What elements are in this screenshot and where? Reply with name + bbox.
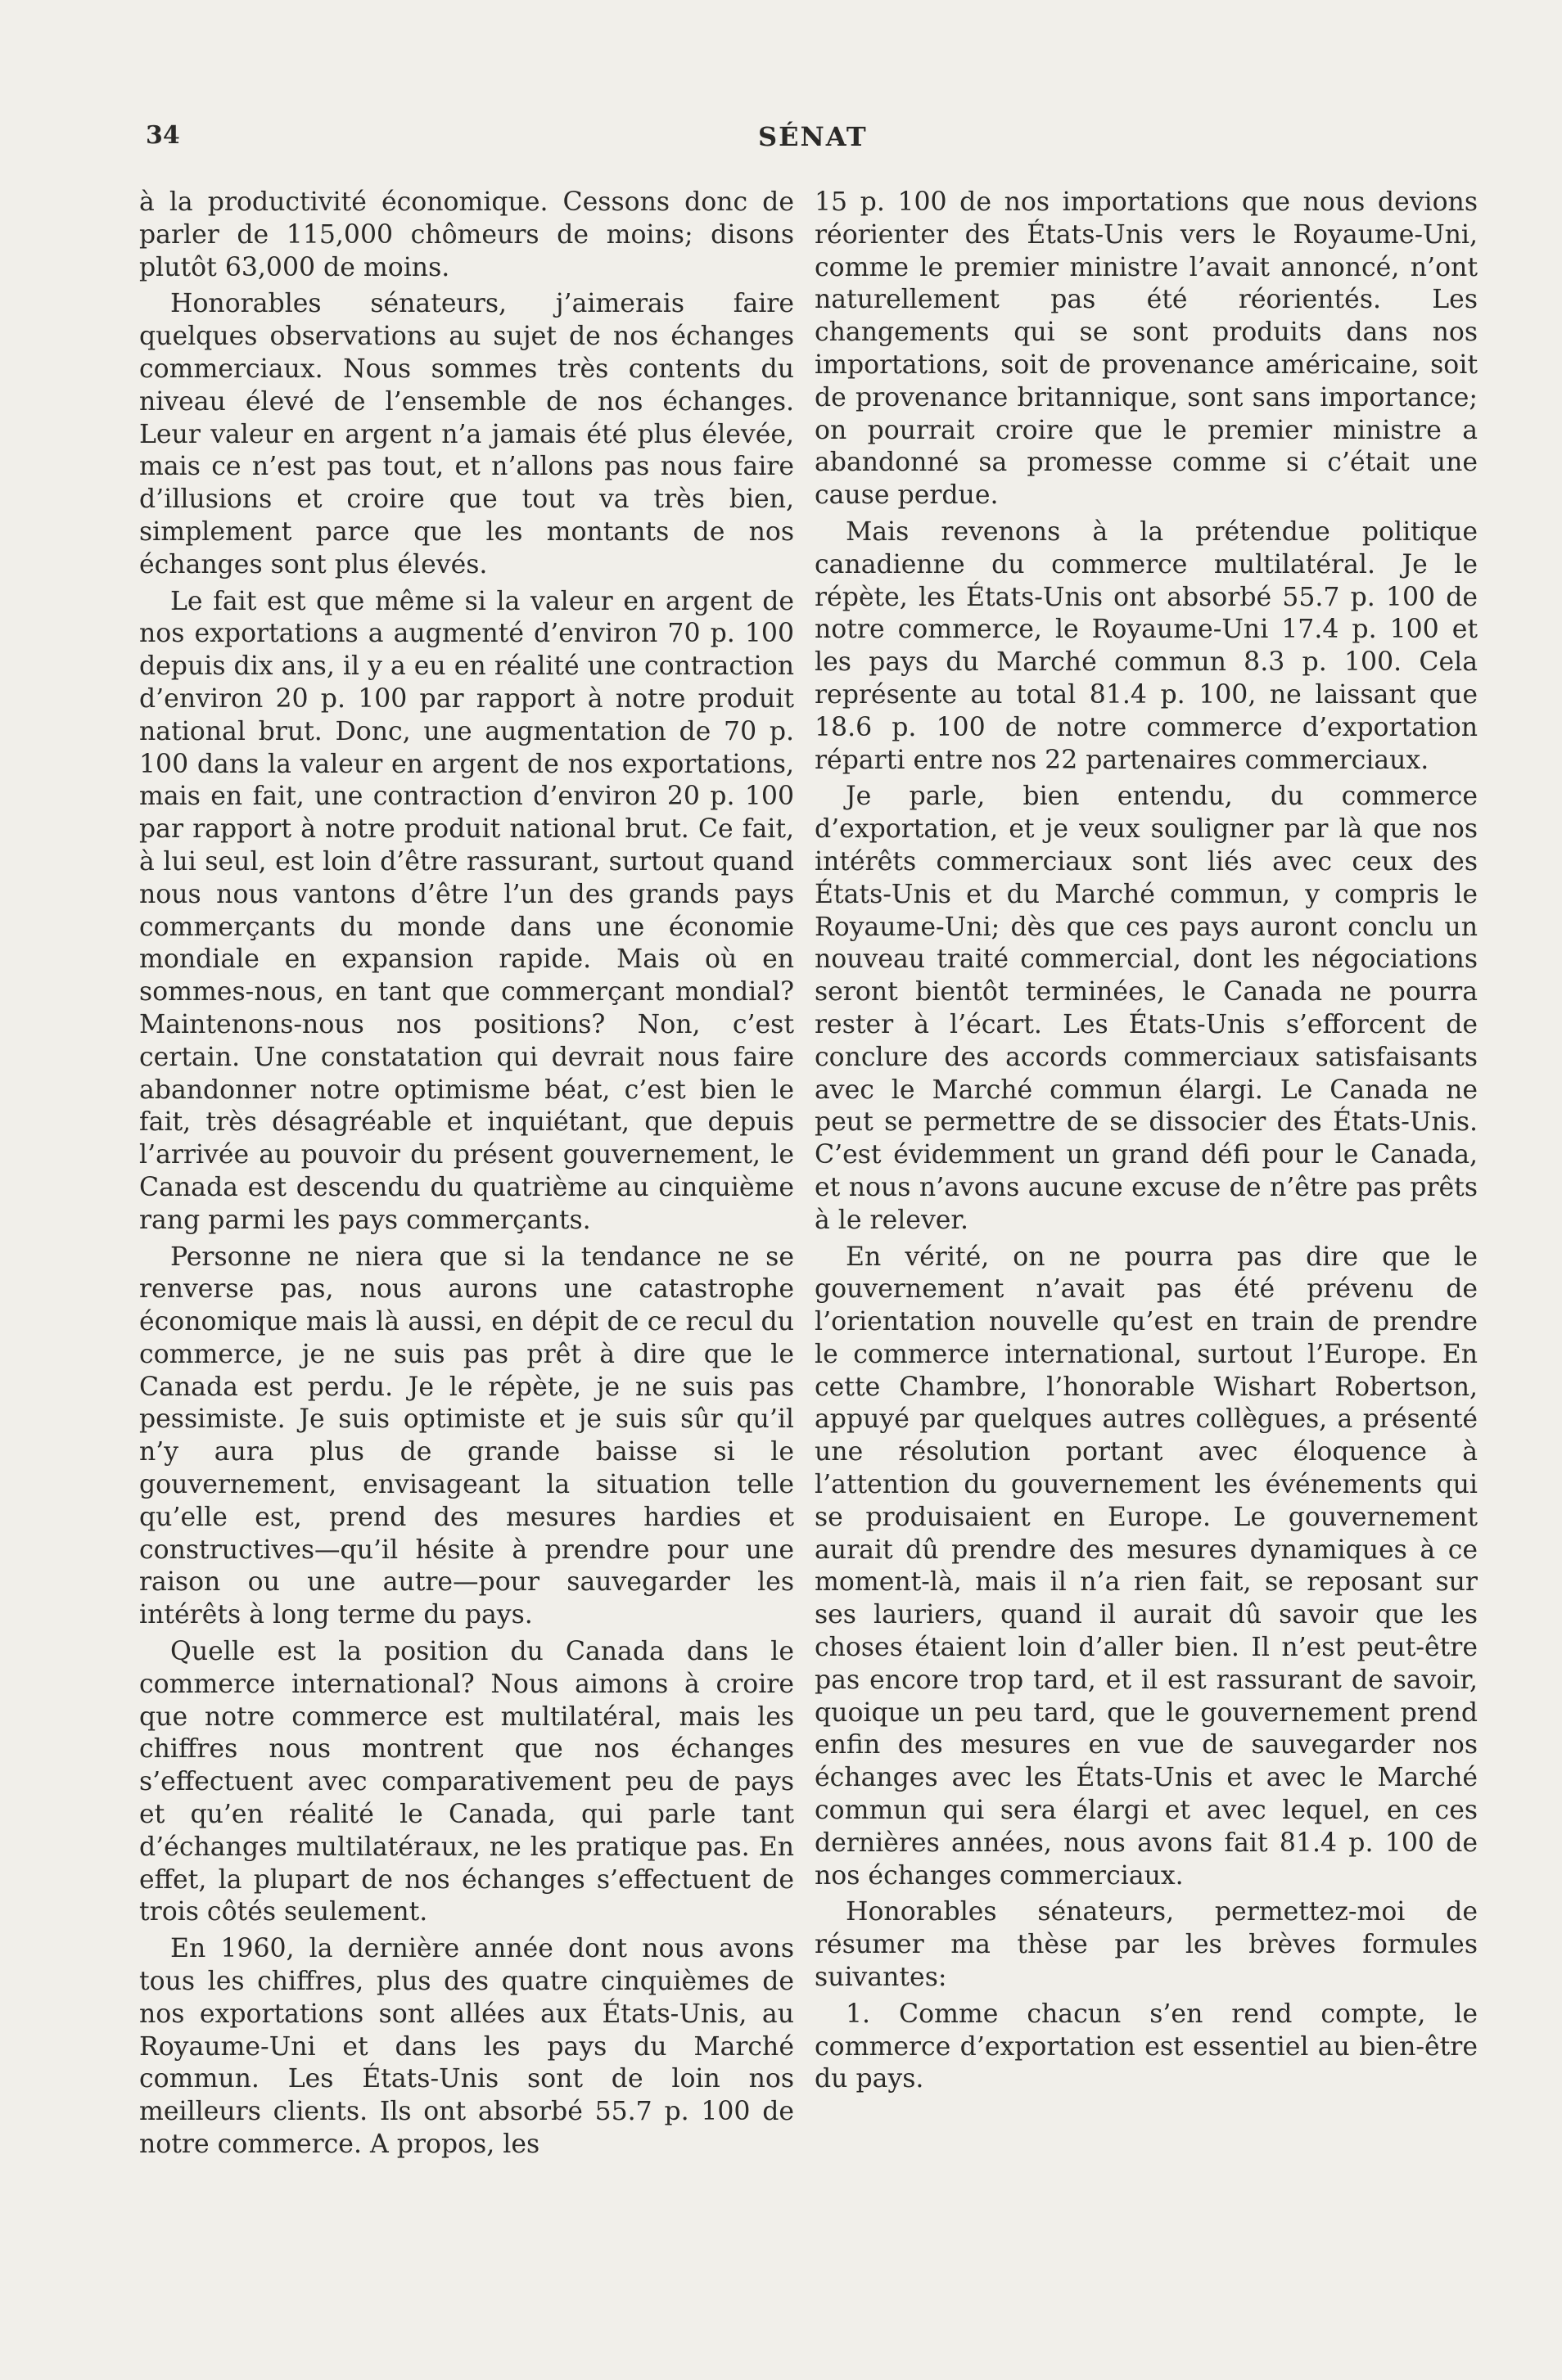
paragraph: 15 p. 100 de nos importations que nous devions réorienter des États-Unis vers le Royaume-Uni, comme le premier ministre l’avait annoncé, n’ont naturellement pas été réorientés. Les changements qui se sont produits dans nos importations, soit de provenance américaine, soit de provenance britannique, sont sans importance; on pourrait croire que le premier ministre a abandonné sa promesse comme si c’était une cause perdue. [815,187,1478,511]
paragraph: Je parle, bien entendu, du commerce d’exportation, et je veux souligner par là que nos intérêts commerciaux sont liés avec ceux des États-Unis et du Marché commun, y compris le Royaume-Uni; dès que ces pays auront conclu un nouveau traité commercial, dont les négociations seront bientôt terminées, le Canada ne pourra rester à l’écart. Les États-Unis s’efforcent de conclure des accords commerciaux satisfaisants avec le Marché commun élargi. Le Canada ne peut se permettre de se dissocier des États-Unis. C’est évidemment un grand défi pour le Canada, et nous n’avons aucune excuse de n’être pas prêts à le relever. [815,782,1478,1235]
paragraph: à la productivité économique. Cessons donc de parler de 115,000 chômeurs de moins; disons plutôt 63,000 de moins. [139,187,794,282]
right-column [815,187,1478,2100]
paragraph: Honorables sénateurs, j’aimerais faire quelques observations au sujet de nos échanges commerciaux. Nous sommes très contents du niveau élevé de l’ensemble de nos échanges. Leur valeur en argent n’a jamais été plus élevée, mais ce n’est pas tout, et n’allons pas nous faire d’illusions et croire que tout va très bien, simplement parce que les montants de nos échanges sont plus élevés. [139,289,794,579]
left-column [139,187,794,2166]
page-title: SÉNAT [758,121,868,152]
paragraph: Mais revenons à la prétendue politique canadienne du commerce multilatéral. Je le répète, les États-Unis ont absorbé 55.7 p. 100 de notre commerce, le Royaume-Uni 17.4 p. 100 et les pays du Marché commun 8.3 p. 100. Cela représente au total 81.4 p. 100, ne laissant que 18.6 p. 100 de notre commerce d’exportation réparti entre nos 22 partenaires commerciaux. [815,516,1478,775]
paragraph: Le fait est que même si la valeur en argent de nos exportations a augmenté d’environ 70 p. 100 depuis dix ans, il y a eu en réalité une contraction d’environ 20 p. 100 par rapport à notre produit national brut. Donc, une augmentation de 70 p. 100 dans la valeur en argent de nos exportations, mais en fait, une contraction d’environ 20 p. 100 par rapport à notre produit national brut. Ce fait, à lui seul, est loin d’être rassurant, surtout quand nous nous vantons d’être l’un des grands pays commerçants du monde dans une économie mondiale en expansion rapide. Mais où en sommes-nous, en tant que commerçant mondial? Maintenons-nous nos positions? Non, c’est certain. Une constatation qui devrait nous faire abandonner notre optimisme béat, c’est bien le fait, très désagréable et inquiétant, que depuis l’arrivée au pouvoir du présent gouvernement, le Canada est descendu du quatrième au cinquième rang parmi les pays commerçants. [139,586,794,1235]
paragraph: Quelle est la position du Canada dans le commerce international? Nous aimons à croire que notre commerce est multilatéral, mais les chiffres nous montrent que nos échanges s’effectuent avec comparativement peu de pays et qu’en réalité le Canada, qui parle tant d’échanges multilatéraux, ne les pratique pas. En effet, la plupart de nos échanges s’effectuent de trois côtés seulement. [139,1637,794,1927]
paragraph: Personne ne niera que si la tendance ne se renverse pas, nous aurons une catastrophe économique mais là aussi, en dépit de ce recul du commerce, je ne suis pas prêt à dire que le Canada est perdu. Je le répète, je ne suis pas pessimiste. Je suis optimiste et je suis sûr qu’il n’y aura plus de grande baisse si le gouvernement, envisageant la situation telle qu’elle est, prend des mesures hardies et constructives—qu’il hésite à prendre pour une raison ou une autre—pour sauvegarder les intérêts à long terme du pays. [139,1242,794,1630]
paragraph: 1. Comme chacun s’en rend compte, le commerce d’exportation est essentiel au bien-être du pays. [815,1999,1478,2094]
paragraph: En 1960, la dernière année dont nous avons tous les chiffres, plus des quatre cinquièmes de nos exportations sont allées aux États-Unis, au Royaume-Uni et dans les pays du Marché commun. Les États-Unis sont de loin nos meilleurs clients. Ils ont absorbé 55.7 p. 100 de notre commerce. A propos, les [139,1934,794,2160]
paragraph: Honorables sénateurs, permettez-moi de résumer ma thèse par les brèves formules suivantes: [815,1897,1478,1993]
page-header [146,121,1487,162]
page-number: 34 [146,121,180,150]
paragraph: En vérité, on ne pourra pas dire que le gouvernement n’avait pas été prévenu de l’orientation nouvelle qu’est en train de prendre le commerce international, surtout l’Europe. En cette Chambre, l’honorable Wishart Robertson, appuyé par quelques autres collègues, a présenté une résolution portant avec éloquence à l’attention du gouvernement les événements qui se produisaient en Europe. Le gouvernement aurait dû prendre des mesures dynamiques à ce moment-là, mais il n’a rien fait, se reposant sur ses lauriers, quand il aurait dû savoir que les choses étaient loin d’aller bien. Il n’est peut-être pas encore trop tard, et il est rassurant de savoir, quoique un peu tard, que le gouvernement prend enfin des mesures en vue de sauvegarder nos échanges avec les États-Unis et avec le Marché commun qui sera élargi et avec lequel, en ces dernières années, nous avons fait 81.4 p. 100 de nos échanges commerciaux. [815,1242,1478,1891]
